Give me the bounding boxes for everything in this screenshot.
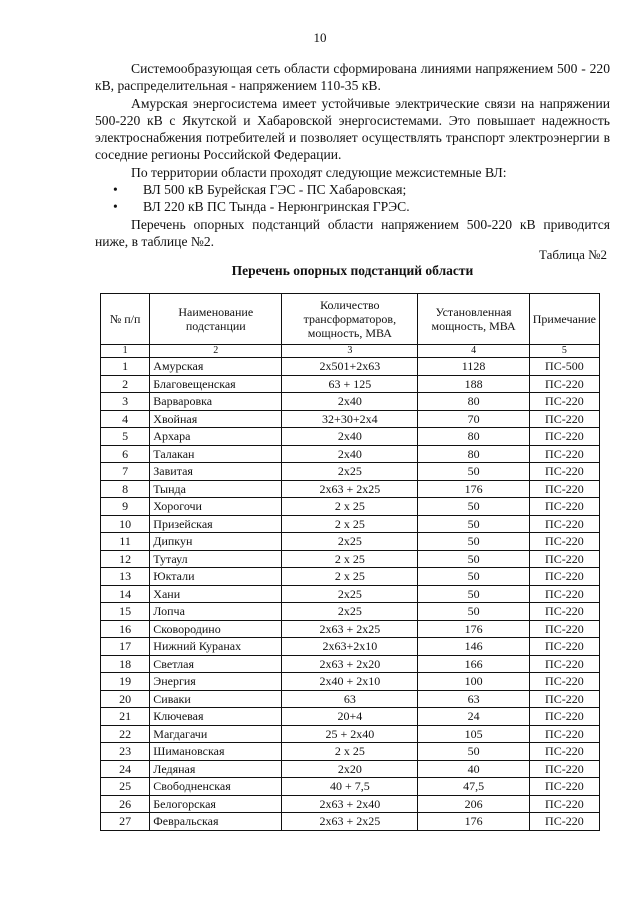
header-number: № п/п <box>101 294 150 345</box>
cell-number: 25 <box>101 778 150 796</box>
cell-number: 24 <box>101 760 150 778</box>
table-row <box>101 743 600 761</box>
cell-substation-name: Магдагачи <box>150 725 282 743</box>
cell-capacity: 80 <box>418 445 529 463</box>
cell-note: ПС-220 <box>529 550 599 568</box>
column-number: 5 <box>529 345 599 358</box>
cell-capacity: 166 <box>418 655 529 673</box>
cell-transformers: 2х63 + 2х40 <box>282 795 418 813</box>
cell-capacity: 47,5 <box>418 778 529 796</box>
column-number: 3 <box>282 345 418 358</box>
cell-note: ПС-220 <box>529 498 599 516</box>
table-row <box>101 795 600 813</box>
cell-number: 13 <box>101 568 150 586</box>
cell-substation-name: Призейская <box>150 515 282 533</box>
cell-transformers: 2х40 + 2х10 <box>282 673 418 691</box>
table-row <box>101 813 600 831</box>
header-capacity: Установленная мощность, МВА <box>418 294 529 345</box>
table-row <box>101 603 600 621</box>
table-row <box>101 655 600 673</box>
cell-note: ПС-220 <box>529 533 599 551</box>
paragraph-energy-system: Амурская энергосистема имеет устойчивые электрические связи на напряжении 500-220 кВ с Якутской и Хабаровской энергосистемами. Это повышает надежность электроснабжения потребителей и позволяет осуществлять транспорт электроэнергии в соседние регионы Российской Федерации. <box>95 95 610 163</box>
cell-note: ПС-220 <box>529 603 599 621</box>
cell-note: ПС-220 <box>529 428 599 446</box>
cell-capacity: 105 <box>418 725 529 743</box>
cell-number: 9 <box>101 498 150 516</box>
page-number: 10 <box>313 30 327 45</box>
cell-transformers: 2х25 <box>282 533 418 551</box>
cell-substation-name: Энергия <box>150 673 282 691</box>
cell-capacity: 40 <box>418 760 529 778</box>
bullet-icon: • <box>113 182 118 198</box>
cell-capacity: 146 <box>418 638 529 656</box>
cell-number: 18 <box>101 655 150 673</box>
cell-substation-name: Ледяная <box>150 760 282 778</box>
cell-substation-name: Благовещенская <box>150 375 282 393</box>
cell-capacity: 176 <box>418 620 529 638</box>
cell-note: ПС-220 <box>529 760 599 778</box>
cell-transformers: 32+30+2х4 <box>282 410 418 428</box>
cell-number: 7 <box>101 463 150 481</box>
table-row <box>101 463 600 481</box>
paragraph-lines-intro: По территории области проходят следующие межсистемные ВЛ: <box>131 164 507 180</box>
column-number: 4 <box>418 345 529 358</box>
bullet-icon: • <box>113 199 118 215</box>
cell-substation-name: Ключевая <box>150 708 282 726</box>
cell-capacity: 50 <box>418 550 529 568</box>
cell-number: 16 <box>101 620 150 638</box>
cell-transformers: 2х40 <box>282 428 418 446</box>
cell-note: ПС-220 <box>529 690 599 708</box>
cell-substation-name: Свободненская <box>150 778 282 796</box>
cell-note: ПС-220 <box>529 480 599 498</box>
table-row <box>101 620 600 638</box>
column-number: 1 <box>101 345 150 358</box>
cell-transformers: 2х63 + 2х25 <box>282 480 418 498</box>
cell-number: 21 <box>101 708 150 726</box>
cell-number: 1 <box>101 358 150 376</box>
cell-number: 26 <box>101 795 150 813</box>
table-row <box>101 725 600 743</box>
cell-note: ПС-220 <box>529 638 599 656</box>
cell-substation-name: Тутаул <box>150 550 282 568</box>
cell-substation-name: Сиваки <box>150 690 282 708</box>
table-row <box>101 760 600 778</box>
cell-transformers: 2х25 <box>282 585 418 603</box>
cell-note: ПС-220 <box>529 725 599 743</box>
cell-transformers: 63 <box>282 690 418 708</box>
table-title: Перечень опорных подстанций области <box>231 263 474 278</box>
cell-note: ПС-220 <box>529 813 599 831</box>
table-row <box>101 708 600 726</box>
cell-substation-name: Сковородино <box>150 620 282 638</box>
cell-note: ПС-220 <box>529 620 599 638</box>
cell-transformers: 2х63 + 2х25 <box>282 813 418 831</box>
cell-capacity: 50 <box>418 533 529 551</box>
table-row <box>101 428 600 446</box>
cell-note: ПС-220 <box>529 673 599 691</box>
cell-substation-name: Амурская <box>150 358 282 376</box>
cell-transformers: 2 х 25 <box>282 498 418 516</box>
lines-list <box>95 181 610 216</box>
cell-number: 14 <box>101 585 150 603</box>
column-number-row <box>101 345 600 358</box>
cell-number: 23 <box>101 743 150 761</box>
cell-note: ПС-220 <box>529 568 599 586</box>
cell-capacity: 50 <box>418 603 529 621</box>
cell-transformers: 2х501+2х63 <box>282 358 418 376</box>
table-row <box>101 480 600 498</box>
cell-note: ПС-220 <box>529 515 599 533</box>
cell-note: ПС-220 <box>529 778 599 796</box>
cell-capacity: 50 <box>418 568 529 586</box>
cell-capacity: 188 <box>418 375 529 393</box>
cell-note: ПС-220 <box>529 375 599 393</box>
cell-transformers: 2х20 <box>282 760 418 778</box>
table-row <box>101 375 600 393</box>
table-row <box>101 550 600 568</box>
table-label: Таблица №2 <box>538 247 607 262</box>
cell-capacity: 50 <box>418 498 529 516</box>
cell-note: ПС-220 <box>529 708 599 726</box>
table-row <box>101 445 600 463</box>
cell-substation-name: Лопча <box>150 603 282 621</box>
cell-capacity: 70 <box>418 410 529 428</box>
cell-transformers: 2 х 25 <box>282 550 418 568</box>
cell-number: 19 <box>101 673 150 691</box>
cell-substation-name: Белогорская <box>150 795 282 813</box>
cell-transformers: 2х63+2х10 <box>282 638 418 656</box>
table-row <box>101 585 600 603</box>
table-row <box>101 533 600 551</box>
cell-transformers: 63 + 125 <box>282 375 418 393</box>
cell-substation-name: Тында <box>150 480 282 498</box>
cell-capacity: 50 <box>418 515 529 533</box>
cell-capacity: 80 <box>418 393 529 411</box>
cell-transformers: 2х25 <box>282 603 418 621</box>
substations-table <box>100 293 600 831</box>
cell-note: ПС-220 <box>529 445 599 463</box>
cell-substation-name: Шимановская <box>150 743 282 761</box>
table-row <box>101 638 600 656</box>
cell-number: 15 <box>101 603 150 621</box>
cell-number: 27 <box>101 813 150 831</box>
cell-note: ПС-500 <box>529 358 599 376</box>
cell-capacity: 24 <box>418 708 529 726</box>
cell-number: 5 <box>101 428 150 446</box>
cell-transformers: 2 х 25 <box>282 515 418 533</box>
cell-substation-name: Варваровка <box>150 393 282 411</box>
cell-substation-name: Хорогочи <box>150 498 282 516</box>
cell-number: 10 <box>101 515 150 533</box>
cell-capacity: 176 <box>418 813 529 831</box>
cell-number: 8 <box>101 480 150 498</box>
list-item-text: ВЛ 220 кВ ПС Тында - Нерюнгринская ГРЭС. <box>143 199 410 215</box>
table-row <box>101 393 600 411</box>
cell-substation-name: Юктали <box>150 568 282 586</box>
cell-number: 12 <box>101 550 150 568</box>
table-row <box>101 568 600 586</box>
body-text <box>95 60 610 250</box>
cell-number: 2 <box>101 375 150 393</box>
cell-number: 6 <box>101 445 150 463</box>
cell-transformers: 2х40 <box>282 445 418 463</box>
table-row <box>101 690 600 708</box>
table-row <box>101 410 600 428</box>
cell-number: 20 <box>101 690 150 708</box>
cell-number: 17 <box>101 638 150 656</box>
cell-capacity: 80 <box>418 428 529 446</box>
cell-note: ПС-220 <box>529 743 599 761</box>
cell-capacity: 63 <box>418 690 529 708</box>
cell-substation-name: Февральская <box>150 813 282 831</box>
cell-transformers: 2х63 + 2х25 <box>282 620 418 638</box>
cell-transformers: 2 х 25 <box>282 568 418 586</box>
cell-transformers: 20+4 <box>282 708 418 726</box>
cell-number: 22 <box>101 725 150 743</box>
cell-note: ПС-220 <box>529 463 599 481</box>
table-row <box>101 358 600 376</box>
cell-capacity: 50 <box>418 743 529 761</box>
table-header-row <box>101 294 600 345</box>
cell-substation-name: Хани <box>150 585 282 603</box>
cell-transformers: 2х25 <box>282 463 418 481</box>
cell-note: ПС-220 <box>529 410 599 428</box>
cell-capacity: 50 <box>418 585 529 603</box>
table-row <box>101 498 600 516</box>
table-row <box>101 778 600 796</box>
cell-note: ПС-220 <box>529 393 599 411</box>
list-item <box>95 198 610 215</box>
table-row <box>101 673 600 691</box>
cell-transformers: 40 + 7,5 <box>282 778 418 796</box>
column-number: 2 <box>150 345 282 358</box>
cell-capacity: 100 <box>418 673 529 691</box>
cell-number: 3 <box>101 393 150 411</box>
cell-substation-name: Хвойная <box>150 410 282 428</box>
cell-note: ПС-220 <box>529 795 599 813</box>
cell-substation-name: Нижний Куранах <box>150 638 282 656</box>
cell-transformers: 2х63 + 2х20 <box>282 655 418 673</box>
header-name: Наименование подстанции <box>150 294 282 345</box>
cell-substation-name: Талакан <box>150 445 282 463</box>
cell-transformers: 2 х 25 <box>282 743 418 761</box>
header-transformers: Количество трансформаторов, мощность, МВА <box>282 294 418 345</box>
cell-transformers: 2х40 <box>282 393 418 411</box>
cell-capacity: 50 <box>418 463 529 481</box>
header-note: Примечание <box>529 294 599 345</box>
cell-number: 4 <box>101 410 150 428</box>
cell-substation-name: Светлая <box>150 655 282 673</box>
cell-substation-name: Дипкун <box>150 533 282 551</box>
cell-number: 11 <box>101 533 150 551</box>
list-item-text: ВЛ 500 кВ Бурейская ГЭС - ПС Хабаровская; <box>143 182 407 198</box>
cell-note: ПС-220 <box>529 655 599 673</box>
cell-note: ПС-220 <box>529 585 599 603</box>
cell-substation-name: Завитая <box>150 463 282 481</box>
cell-capacity: 206 <box>418 795 529 813</box>
cell-capacity: 1128 <box>418 358 529 376</box>
paragraph-network: Системообразующая сеть области сформирована линиями напряжением 500 - 220 кВ, распределительная - напряжением 110-35 кВ. <box>95 61 610 94</box>
cell-transformers: 25 + 2х40 <box>282 725 418 743</box>
paragraph-table-intro: Перечень опорных подстанций области напряжением 500-220 кВ приводится ниже, в таблице №2. <box>95 216 610 249</box>
cell-substation-name: Архара <box>150 428 282 446</box>
cell-capacity: 176 <box>418 480 529 498</box>
list-item <box>95 181 610 198</box>
table-row <box>101 515 600 533</box>
